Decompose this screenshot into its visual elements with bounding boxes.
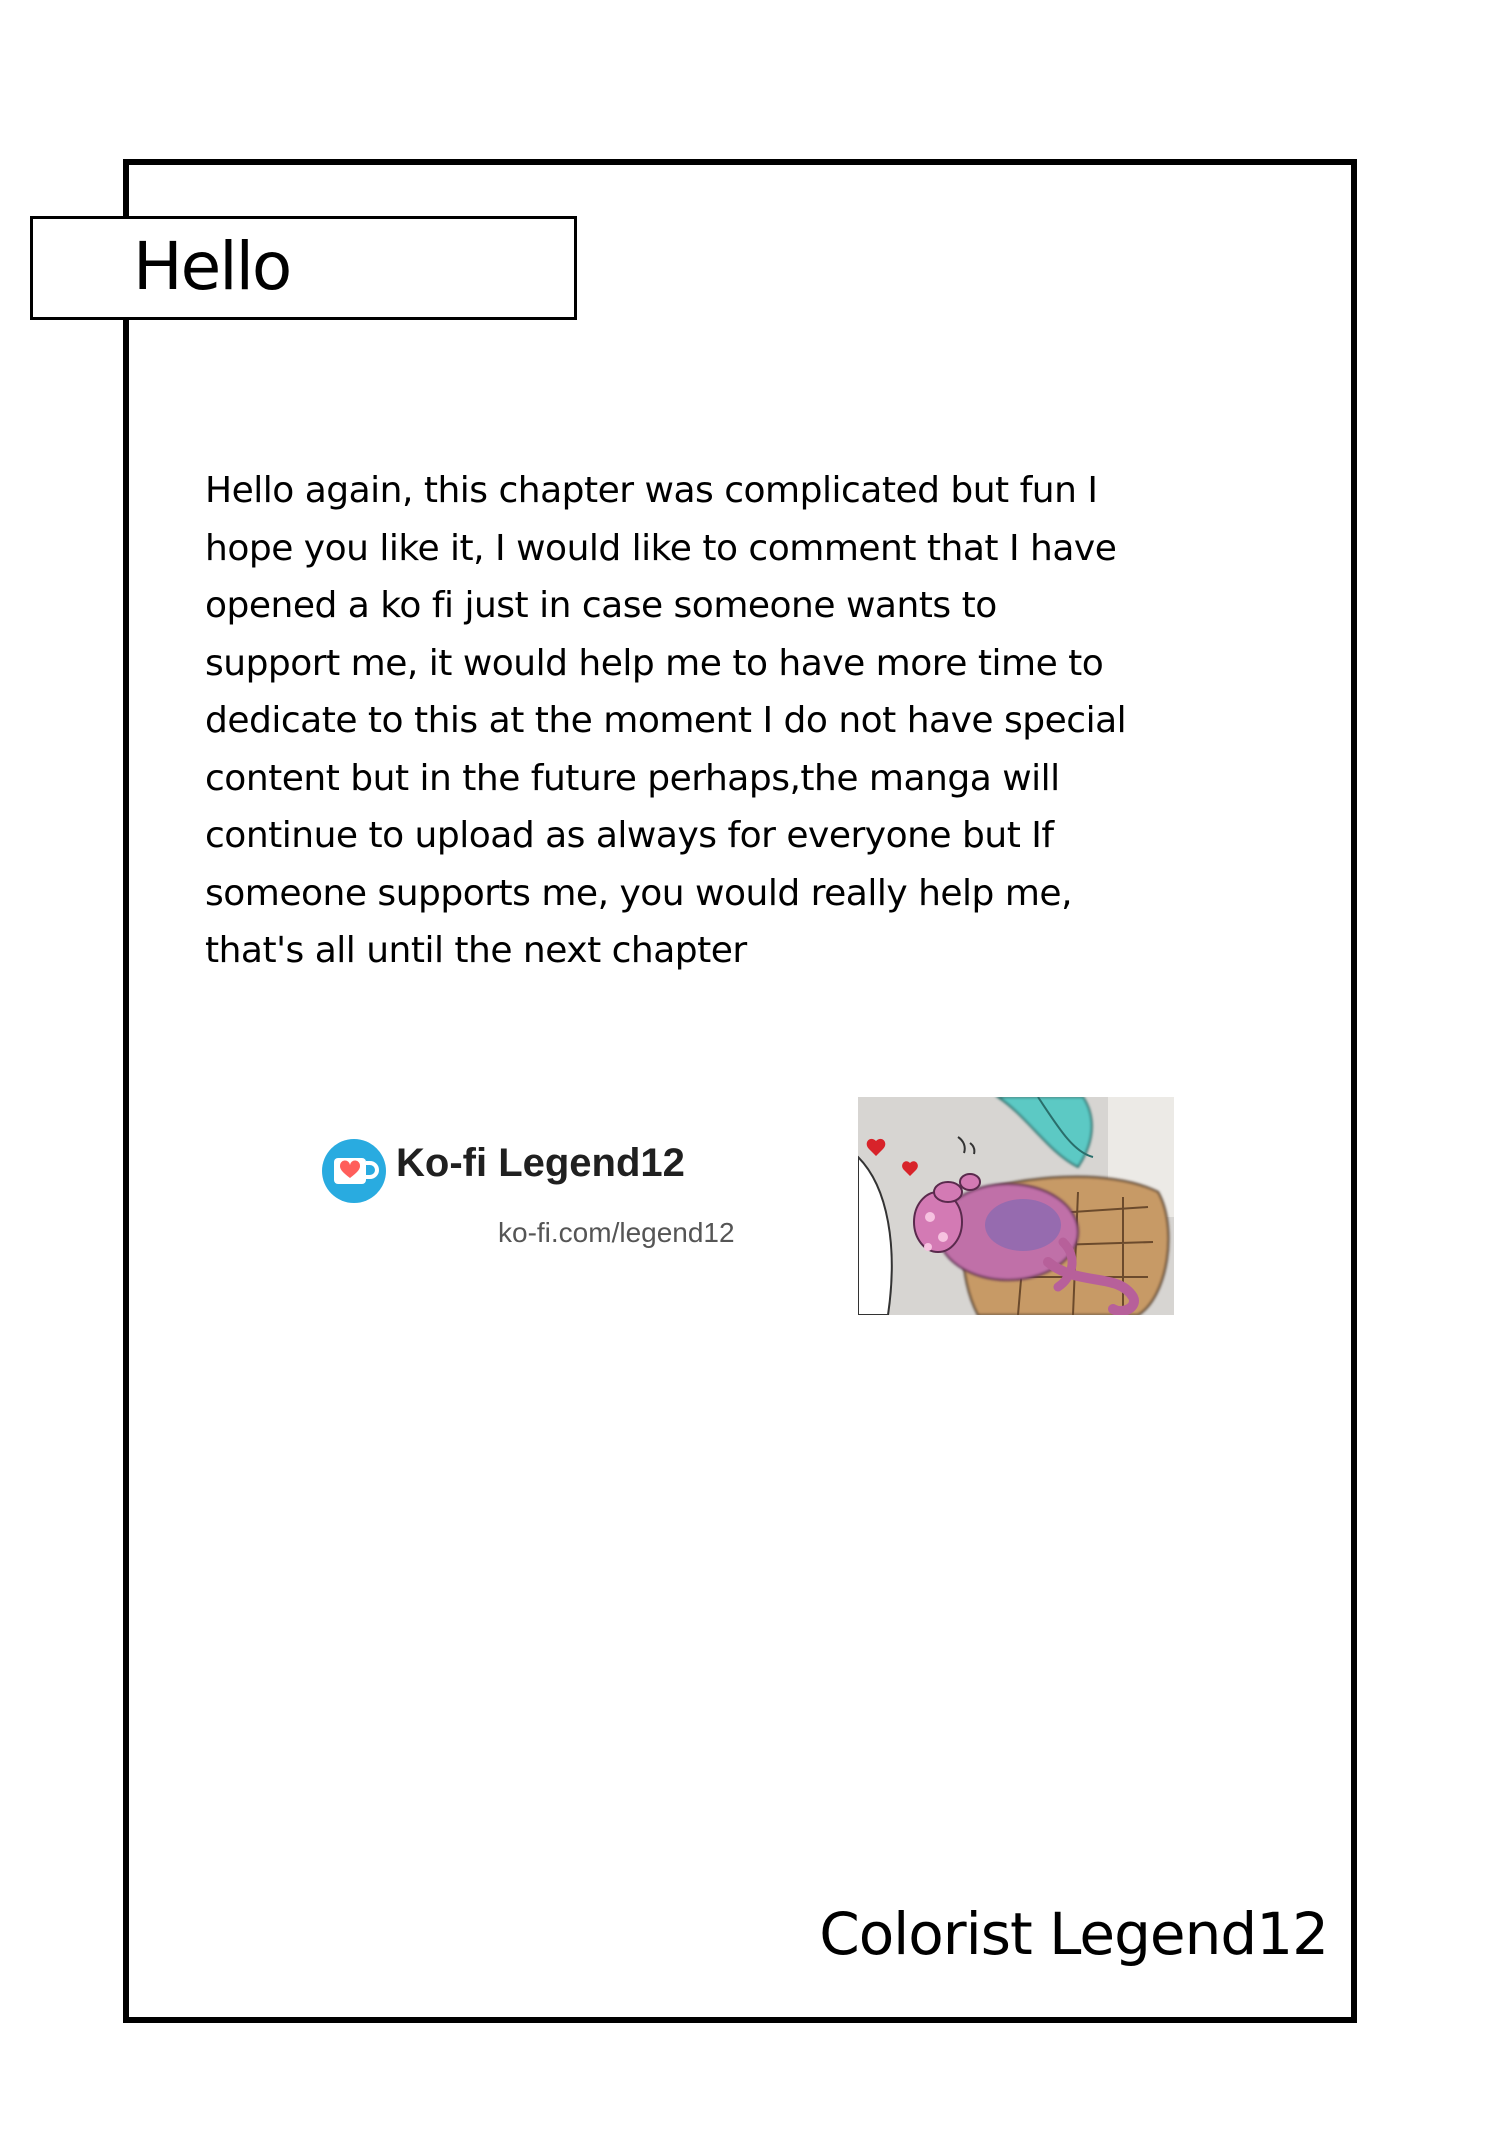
kofi-name: Ko-fi Legend12 xyxy=(396,1141,685,1185)
kofi-card[interactable] xyxy=(322,1137,782,1257)
message-text: Hello again, this chapter was complicated but fun I hope you like it, I would like to comment that I have opened a ko fi just in case someone wants to support me, it would help me to have more time to dedicate to this at the moment I do not have special content but in the future perhaps,the manga will continue to upload as always for everyone but If someone supports me, you would really help me, that's all until the next chapter xyxy=(205,470,1127,971)
title-box xyxy=(30,216,577,320)
signature: Colorist Legend12 xyxy=(819,1900,1328,1968)
page-frame xyxy=(123,159,1357,2023)
page-title: Hello xyxy=(133,228,291,305)
illustration-image xyxy=(858,1097,1174,1315)
kofi-cup-icon xyxy=(322,1139,386,1203)
kofi-url-link[interactable]: ko-fi.com/legend12 xyxy=(498,1217,735,1248)
